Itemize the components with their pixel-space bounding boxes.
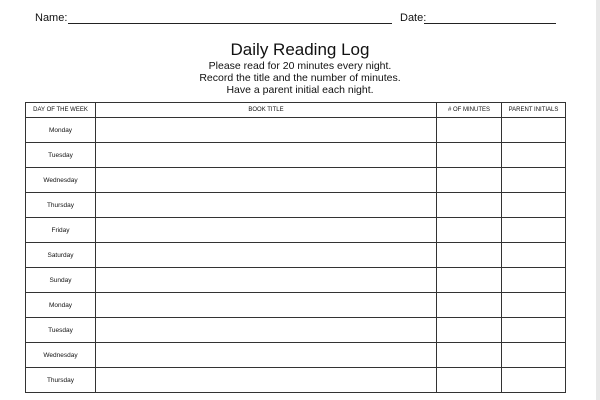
day-cell: Friday bbox=[26, 218, 96, 243]
day-cell: Monday bbox=[26, 118, 96, 143]
book-title-cell[interactable] bbox=[96, 368, 437, 393]
minutes-cell[interactable] bbox=[437, 168, 502, 193]
table-row bbox=[26, 218, 566, 243]
parent-initials-cell[interactable] bbox=[502, 318, 566, 343]
date-field-line[interactable] bbox=[424, 23, 556, 24]
instruction-line: Have a parent initial each night. bbox=[226, 84, 374, 96]
table-row bbox=[26, 118, 566, 143]
parent-initials-cell[interactable] bbox=[502, 193, 566, 218]
column-header-day: DAY OF THE WEEK bbox=[26, 103, 96, 118]
book-title-cell[interactable] bbox=[96, 168, 437, 193]
minutes-cell[interactable] bbox=[437, 243, 502, 268]
minutes-cell[interactable] bbox=[437, 293, 502, 318]
minutes-cell[interactable] bbox=[437, 118, 502, 143]
table-row bbox=[26, 268, 566, 293]
date-label: Date: bbox=[400, 12, 427, 24]
day-cell: Saturday bbox=[26, 243, 96, 268]
book-title-cell[interactable] bbox=[96, 218, 437, 243]
parent-initials-cell[interactable] bbox=[502, 218, 566, 243]
page-title: Daily Reading Log bbox=[230, 40, 370, 59]
parent-initials-cell[interactable] bbox=[502, 268, 566, 293]
parent-initials-cell[interactable] bbox=[502, 343, 566, 368]
minutes-cell[interactable] bbox=[437, 143, 502, 168]
book-title-cell[interactable] bbox=[96, 343, 437, 368]
book-title-cell[interactable] bbox=[96, 268, 437, 293]
parent-initials-cell[interactable] bbox=[502, 118, 566, 143]
name-field-line[interactable] bbox=[68, 23, 392, 24]
day-cell: Monday bbox=[26, 293, 96, 318]
book-title-cell[interactable] bbox=[96, 293, 437, 318]
minutes-cell[interactable] bbox=[437, 318, 502, 343]
table-header-row bbox=[26, 103, 566, 118]
minutes-cell[interactable] bbox=[437, 368, 502, 393]
minutes-cell[interactable] bbox=[437, 193, 502, 218]
parent-initials-cell[interactable] bbox=[502, 293, 566, 318]
table-row bbox=[26, 143, 566, 168]
column-header-parent-initials: PARENT INITIALS bbox=[502, 103, 566, 118]
parent-initials-cell[interactable] bbox=[502, 368, 566, 393]
day-cell: Tuesday bbox=[26, 143, 96, 168]
table-row bbox=[26, 318, 566, 343]
parent-initials-cell[interactable] bbox=[502, 243, 566, 268]
day-cell: Thursday bbox=[26, 368, 96, 393]
table-row bbox=[26, 343, 566, 368]
table-row bbox=[26, 368, 566, 393]
parent-initials-cell[interactable] bbox=[502, 143, 566, 168]
column-header-minutes: # OF MINUTES bbox=[437, 103, 502, 118]
minutes-cell[interactable] bbox=[437, 343, 502, 368]
day-cell: Sunday bbox=[26, 268, 96, 293]
name-label: Name: bbox=[35, 12, 68, 24]
book-title-cell[interactable] bbox=[96, 243, 437, 268]
book-title-cell[interactable] bbox=[96, 193, 437, 218]
minutes-cell[interactable] bbox=[437, 218, 502, 243]
day-cell: Wednesday bbox=[26, 343, 96, 368]
day-cell: Wednesday bbox=[26, 168, 96, 193]
book-title-cell[interactable] bbox=[96, 143, 437, 168]
day-cell: Thursday bbox=[26, 193, 96, 218]
instruction-line: Please read for 20 minutes every night. bbox=[208, 60, 392, 72]
book-title-cell[interactable] bbox=[96, 318, 437, 343]
reading-log-table bbox=[25, 102, 566, 393]
instruction-line: Record the title and the number of minutes. bbox=[199, 72, 401, 84]
table-row bbox=[26, 243, 566, 268]
table-row bbox=[26, 193, 566, 218]
header-row bbox=[0, 11, 600, 27]
minutes-cell[interactable] bbox=[437, 268, 502, 293]
table-row bbox=[26, 293, 566, 318]
table-row bbox=[26, 168, 566, 193]
book-title-cell[interactable] bbox=[96, 118, 437, 143]
page-edge-shadow bbox=[596, 0, 600, 400]
column-header-book-title: BOOK TITLE bbox=[96, 103, 437, 118]
parent-initials-cell[interactable] bbox=[502, 168, 566, 193]
day-cell: Tuesday bbox=[26, 318, 96, 343]
